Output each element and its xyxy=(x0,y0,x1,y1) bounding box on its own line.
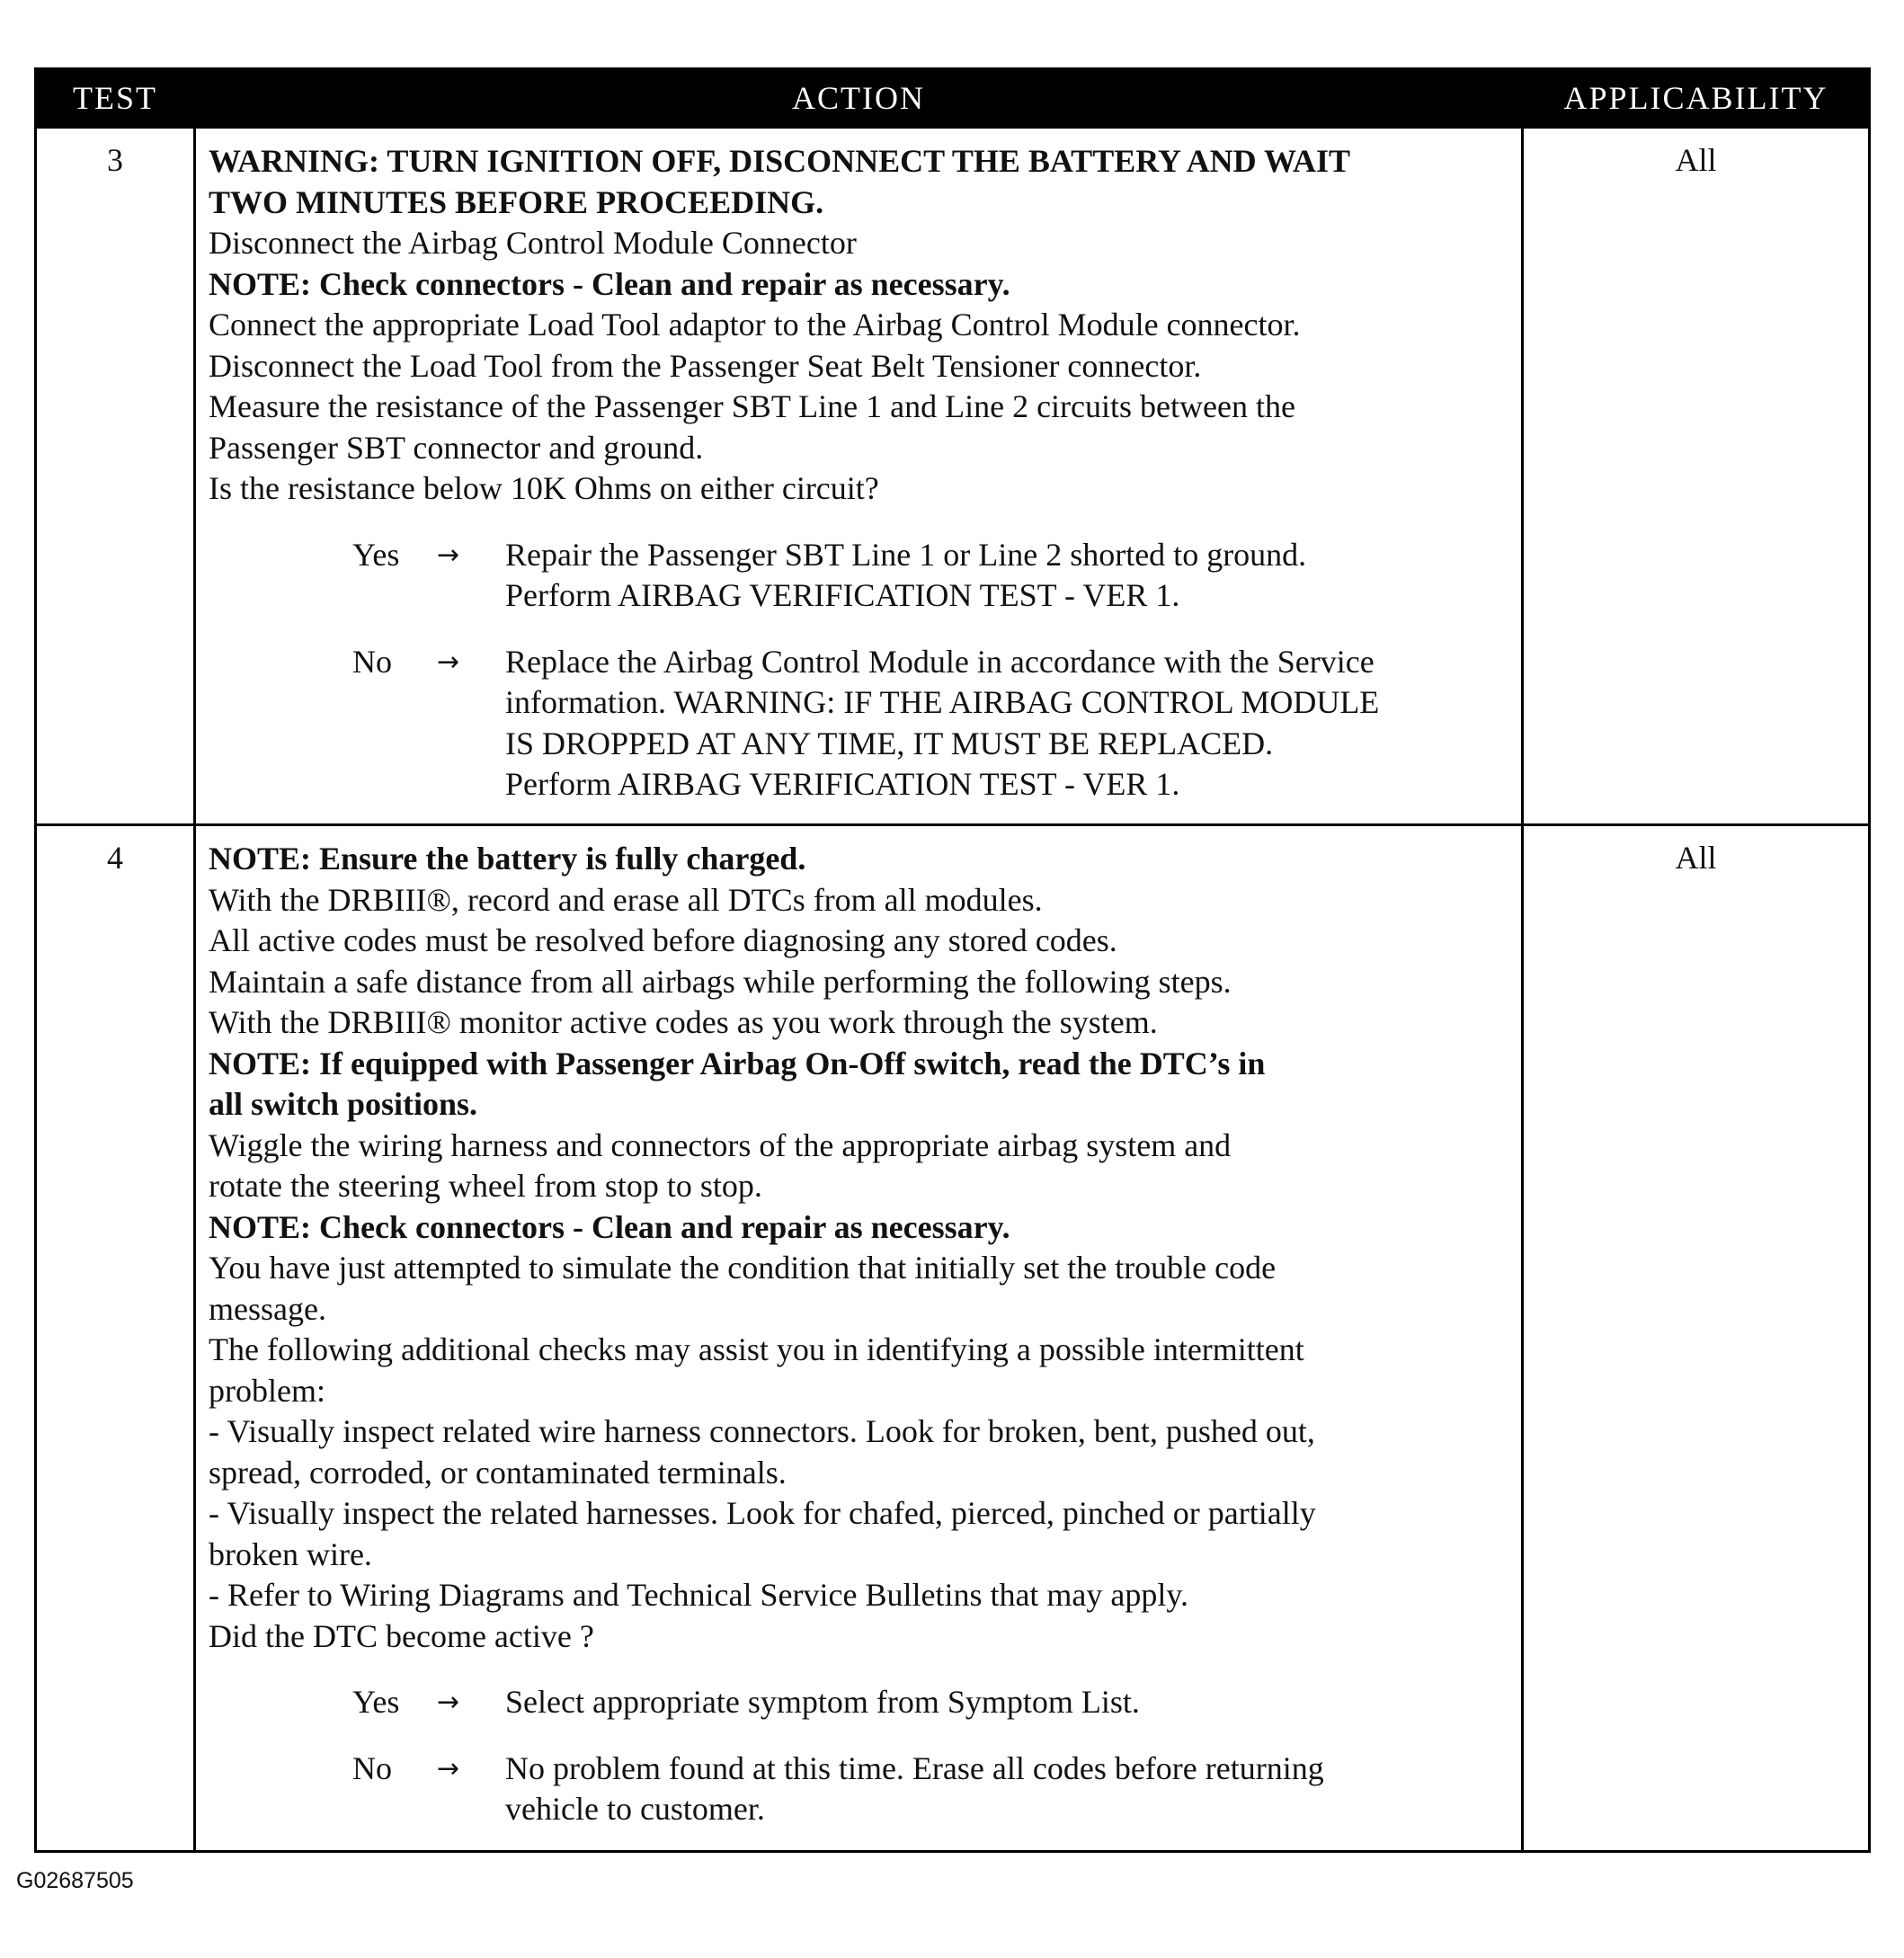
right-arrow-icon: → xyxy=(437,1687,460,1718)
header-test: TEST xyxy=(36,69,195,128)
answer-label: Yes xyxy=(352,536,400,573)
action-line: Wiggle the wiring harness and connectors of the appropriate airbag system and xyxy=(209,1126,1232,1163)
right-arrow-icon: → xyxy=(437,1752,460,1784)
action-line: With the DRBIII® monitor active codes as you work through the system. xyxy=(209,1004,1158,1040)
table-row xyxy=(36,128,1870,825)
answer-no xyxy=(209,1749,1510,1830)
answer-line: Repair the Passenger SBT Line 1 or Line 2 shorted to ground. xyxy=(505,536,1307,573)
diagnostic-test-table xyxy=(34,67,1871,1853)
action-line: Maintain a safe distance from all airbags while performing the following steps. xyxy=(209,963,1232,1000)
answer-line: IS DROPPED AT ANY TIME, IT MUST BE REPLACED. xyxy=(505,725,1274,761)
answer-text xyxy=(505,535,1510,617)
action-line: Did the DTC become active ? xyxy=(209,1617,594,1654)
answer-yes xyxy=(209,1682,1510,1723)
action-line: With the DRBIII®, record and erase all DTCs from all modules. xyxy=(209,881,1043,918)
test-number: 3 xyxy=(36,128,195,825)
action-line: The following additional checks may assist you in identifying a possible intermittent xyxy=(209,1331,1304,1367)
action-line: rotate the steering wheel from stop to stop. xyxy=(209,1168,762,1204)
test-number: 4 xyxy=(36,825,195,1852)
right-arrow-icon: → xyxy=(437,645,460,678)
answer-label: Yes xyxy=(352,1684,400,1720)
applicability-value: All xyxy=(1523,825,1870,1852)
answer-line: Perform AIRBAG VERIFICATION TEST - VER 1. xyxy=(505,766,1180,802)
action-line: spread, corroded, or contaminated terminals. xyxy=(209,1454,787,1491)
action-cell xyxy=(195,825,1523,1852)
answer-label: No xyxy=(352,1749,392,1786)
figure-code: G02687505 xyxy=(16,1868,134,1893)
header-action: ACTION xyxy=(195,69,1523,128)
action-line: Disconnect the Airbag Control Module Connector xyxy=(209,225,857,261)
action-cell xyxy=(195,128,1523,825)
action-line: NOTE: Ensure the battery is fully charged. xyxy=(209,841,806,877)
action-line: NOTE: Check connectors - Clean and repair as necessary. xyxy=(209,1208,1010,1245)
answer-text xyxy=(505,642,1510,805)
action-line: NOTE: Check connectors - Clean and repair as necessary. xyxy=(209,265,1010,302)
header-applicability: APPLICABILITY xyxy=(1523,69,1870,128)
action-line: Passenger SBT connector and ground. xyxy=(209,429,704,466)
answer-label: No xyxy=(352,643,392,680)
answer-list xyxy=(209,535,1510,805)
answer-yes xyxy=(209,535,1510,617)
action-line: All active codes must be resolved before diagnosing any stored codes. xyxy=(209,922,1117,958)
action-line: You have just attempted to simulate the condition that initially set the trouble code xyxy=(209,1250,1277,1286)
answer-text xyxy=(505,1749,1510,1830)
answer-no xyxy=(209,642,1510,805)
answer-line: information. WARNING: IF THE AIRBAG CONTROL MODULE xyxy=(505,684,1380,720)
answer-line: vehicle to customer. xyxy=(505,1791,765,1827)
right-arrow-icon: → xyxy=(437,538,460,571)
action-line: Connect the appropriate Load Tool adaptor to the Airbag Control Module connector. xyxy=(209,307,1301,343)
action-line: WARNING: TURN IGNITION OFF, DISCONNECT THE BATTERY AND WAIT xyxy=(209,143,1351,179)
answer-line: Replace the Airbag Control Module in accordance with the Service xyxy=(505,643,1375,680)
action-line: Is the resistance below 10K Ohms on either circuit? xyxy=(209,470,879,506)
action-line: broken wire. xyxy=(209,1535,372,1572)
action-line: - Visually inspect related wire harness connectors. Look for broken, bent, pushed out, xyxy=(209,1413,1315,1449)
table-row xyxy=(36,825,1870,1852)
action-line: - Refer to Wiring Diagrams and Technical Service Bulletins that may apply. xyxy=(209,1577,1189,1613)
answer-line: Select appropriate symptom from Symptom List. xyxy=(505,1684,1140,1720)
answer-line: No problem found at this time. Erase all codes before returning xyxy=(505,1749,1324,1786)
action-line: TWO MINUTES BEFORE PROCEEDING. xyxy=(209,183,824,220)
answer-list xyxy=(209,1682,1510,1830)
action-line: all switch positions. xyxy=(209,1086,478,1122)
action-line: Disconnect the Load Tool from the Passenger Seat Belt Tensioner connector. xyxy=(209,347,1202,384)
action-line: message. xyxy=(209,1290,326,1327)
answer-text xyxy=(505,1682,1510,1723)
answer-line: Perform AIRBAG VERIFICATION TEST - VER 1. xyxy=(505,577,1180,613)
action-line: NOTE: If equipped with Passenger Airbag On-Off switch, read the DTC’s in xyxy=(209,1045,1266,1081)
applicability-value: All xyxy=(1523,128,1870,825)
action-line: problem: xyxy=(209,1372,325,1409)
action-line: - Visually inspect the related harnesses. Look for chafed, pierced, pinched or partially xyxy=(209,1495,1316,1531)
action-line: Measure the resistance of the Passenger SBT Line 1 and Line 2 circuits between the xyxy=(209,388,1295,424)
table-header-row xyxy=(36,69,1870,128)
